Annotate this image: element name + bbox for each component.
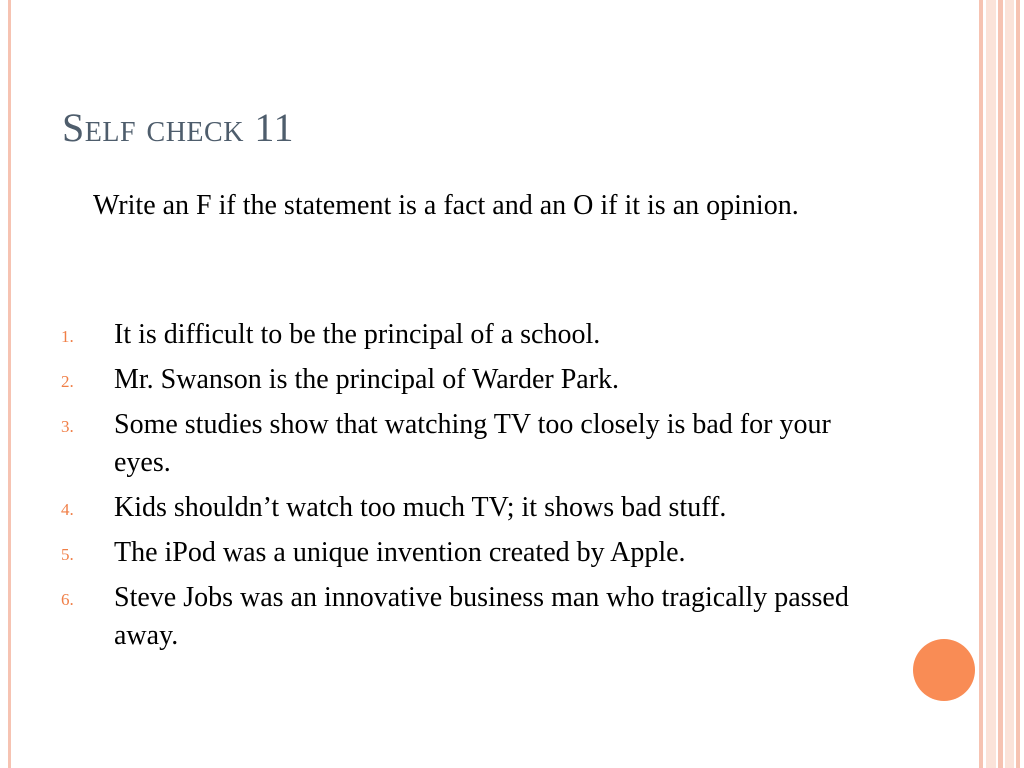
item-text: The iPod was a unique invention created by Apple. (114, 537, 686, 568)
list-item (0, 489, 854, 527)
item-number: 6. (61, 590, 74, 609)
list-item (0, 361, 854, 399)
right-stripe (998, 0, 1003, 768)
item-text: Steve Jobs was an innovative business man who tragically passed away. (114, 582, 849, 651)
item-number: 5. (61, 545, 74, 564)
slide-title: Self check 11 (62, 105, 294, 150)
instructions-text: Write an F if the statement is a fact and an O if it is an opinion. (93, 190, 799, 221)
list-item (0, 534, 854, 572)
list-item (0, 316, 854, 354)
item-number: 1. (61, 327, 74, 346)
statement-list (0, 316, 880, 662)
item-number: 2. (61, 372, 74, 391)
list-item (0, 406, 854, 482)
item-text: It is difficult to be the principal of a school. (114, 319, 601, 350)
item-text: Kids shouldn’t watch too much TV; it shows bad stuff. (114, 492, 727, 523)
item-text: Some studies show that watching TV too closely is bad for your eyes. (114, 409, 831, 478)
decorative-circle (913, 639, 975, 701)
item-number: 4. (61, 500, 74, 519)
right-stripe (979, 0, 983, 768)
item-text: Mr. Swanson is the principal of Warder Park. (114, 364, 620, 395)
list-item (0, 579, 854, 655)
right-stripe (1016, 0, 1020, 768)
item-number: 3. (61, 417, 74, 436)
right-stripe (986, 0, 996, 768)
right-stripe (1005, 0, 1014, 768)
